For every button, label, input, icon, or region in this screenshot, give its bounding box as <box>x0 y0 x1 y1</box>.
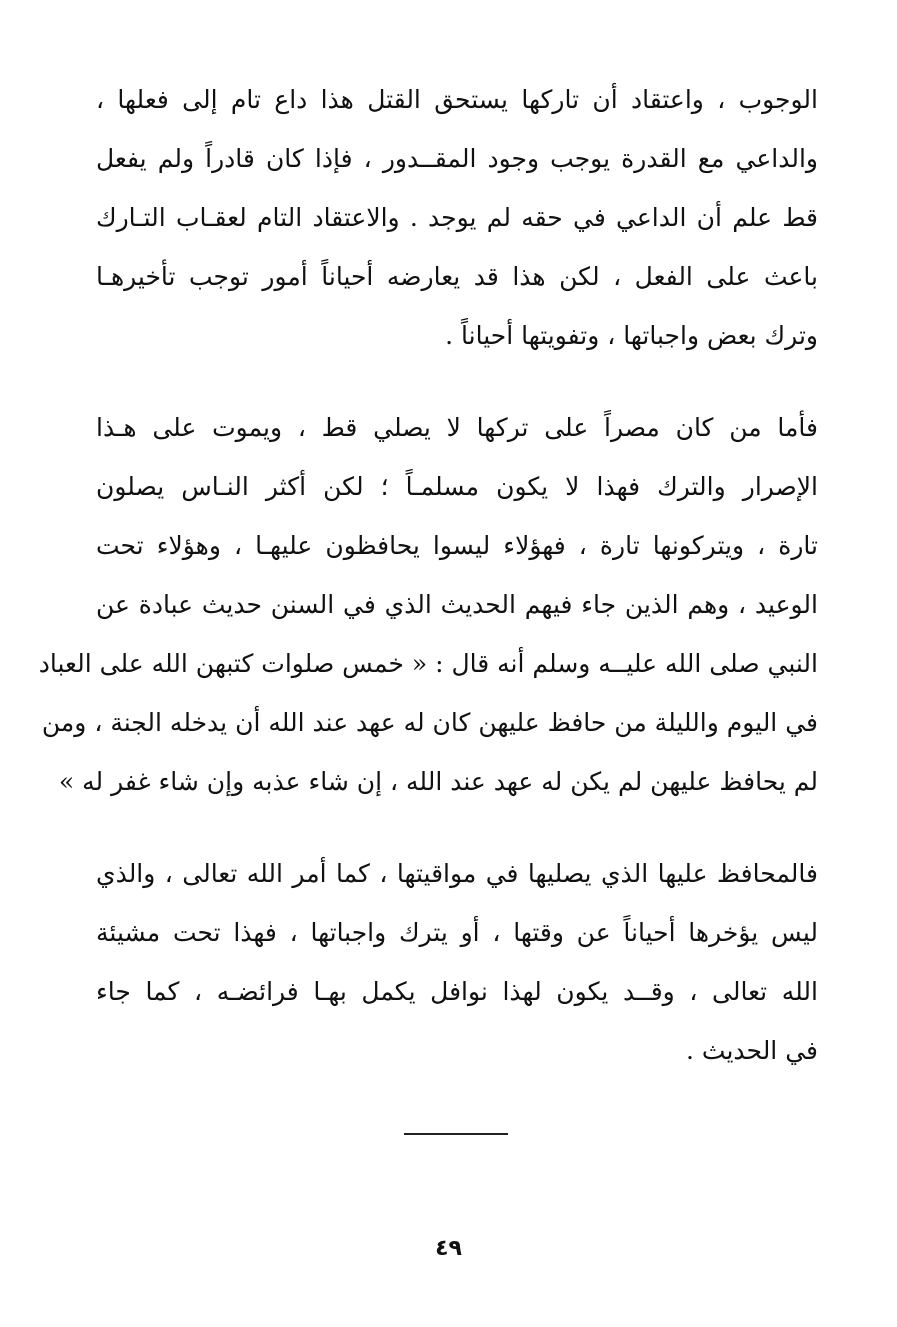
text-line: النبي صلى الله عليــه وسلم أنه قال : « خمس صلوات كتبهن الله على العباد <box>38 649 818 678</box>
section-divider <box>404 1133 508 1135</box>
text-line: والداعي مع القدرة يوجب وجود المقــدور ، فإذا كان قادراً ولم يفعل <box>96 144 818 173</box>
text-line: في اليوم والليلة من حافظ عليهن كان له عهد عند الله أن يدخله الجنة ، ومن <box>41 708 818 737</box>
text-line: تارة ، ويتركونها تارة ، فهؤلاء ليسوا يحافظون عليهـا ، وهؤلاء تحت <box>96 531 818 560</box>
text-line: الوعيد ، وهم الذين جاء فيهم الحديث الذي في السنن حديث عبادة عن <box>96 590 818 619</box>
paragraph-3 <box>96 844 818 1080</box>
text-line: وترك بعض واجباتها ، وتفويتها أحياناً . <box>445 321 818 350</box>
paragraph-2 <box>38 398 818 811</box>
text-line: فأما من كان مصراً على تركها لا يصلي قط ، ويموت على هـذا <box>96 413 818 442</box>
text-line: قط علم أن الداعي في حقه لم يوجد . والاعتقاد التام لعقـاب التـارك <box>96 203 818 232</box>
text-line: فالمحافظ عليها الذي يصليها في مواقيتها ، كما أمر الله تعالى ، والذي <box>96 859 818 888</box>
text-line: الوجوب ، واعتقاد أن تاركها يستحق القتل هذا داع تام إلى فعلها ، <box>96 85 818 114</box>
text-line: لم يحافظ عليهن لم يكن له عهد عند الله ، إن شاء عذبه وإن شاء غفر له » <box>58 767 818 796</box>
page-number: ٤٩ <box>435 1236 462 1261</box>
text-line: الله تعالى ، وقــد يكون لهذا نوافل يكمل بهـا فرائضـه ، كما جاء <box>96 977 818 1006</box>
paragraph-1 <box>96 70 818 365</box>
text-line: في الحديث . <box>686 1036 818 1065</box>
text-line: باعث على الفعل ، لكن هذا قد يعارضه أحياناً أمور توجب تأخيرهـا <box>96 262 818 291</box>
text-line: الإصرار والترك فهذا لا يكون مسلمـاً ؛ لكن أكثر النـاس يصلون <box>96 472 818 501</box>
text-line: ليس يؤخرها أحياناً عن وقتها ، أو يترك واجباتها ، فهذا تحت مشيئة <box>96 918 818 947</box>
